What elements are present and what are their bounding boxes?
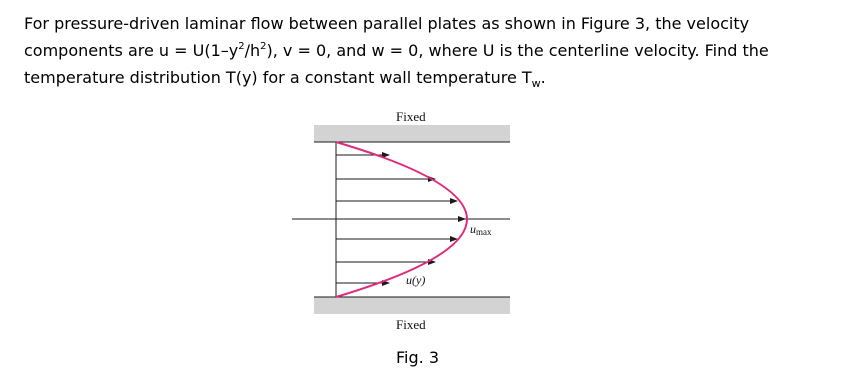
problem-line-2b: /h xyxy=(244,41,261,60)
umax-u: u xyxy=(470,222,476,236)
bottom-plate xyxy=(314,297,510,314)
velocity-arrows xyxy=(336,155,465,283)
top-plate xyxy=(314,125,510,142)
profile-u-of-y-label: u(y) xyxy=(406,273,426,287)
superscript-2: 2 xyxy=(238,40,245,52)
top-fixed-label: Fixed xyxy=(396,109,426,124)
problem-line-3a: temperature distribution T(y) for a constant wall temperature T xyxy=(24,68,532,87)
umax-label xyxy=(470,222,492,237)
umax-subscript: max xyxy=(476,227,492,237)
problem-line-3c: . xyxy=(540,68,546,87)
superscript-2: 2 xyxy=(260,40,267,52)
figure-caption: Fig. 3 xyxy=(396,348,439,367)
subscript-w: w xyxy=(531,77,541,91)
problem-line-1: For pressure-driven laminar flow between parallel plates as shown in Figure 3, the velocity xyxy=(24,14,750,33)
bottom-fixed-label: Fixed xyxy=(396,317,426,332)
problem-line-2c: ), v = 0, and w = 0, where U is the centerline velocity. Find the xyxy=(266,41,769,60)
problem-line-2a: components are u = U(1–y xyxy=(24,41,239,60)
